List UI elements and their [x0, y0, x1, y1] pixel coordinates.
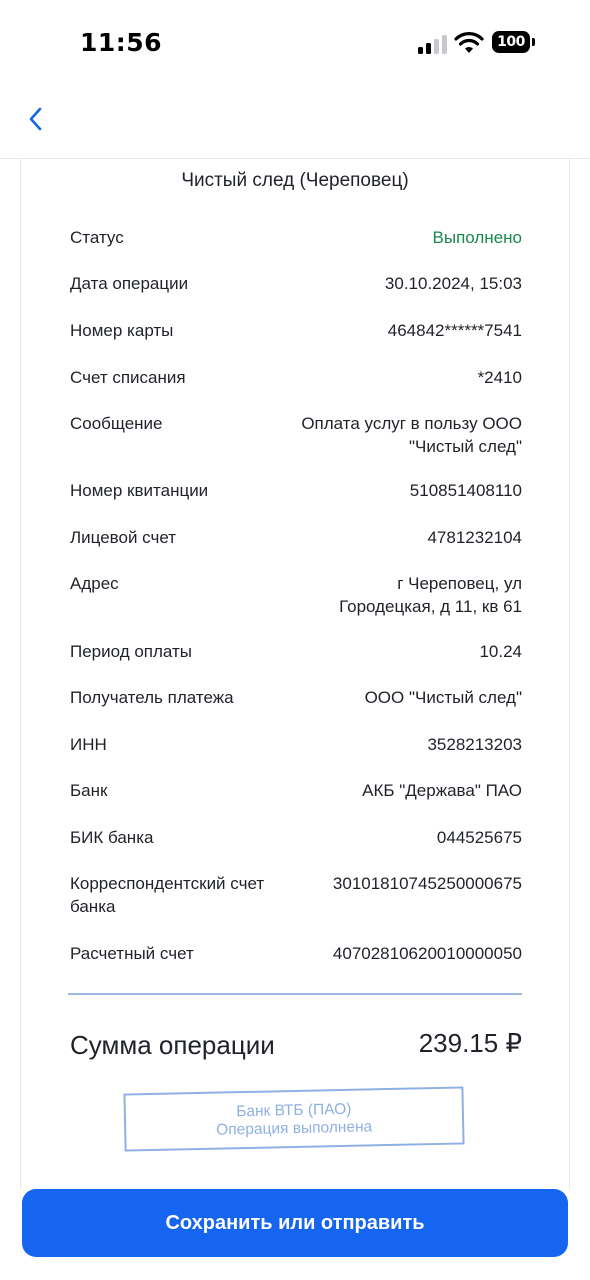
stamp-status: Операция выполнена: [216, 1118, 373, 1139]
status-time: 11:56: [80, 28, 163, 57]
total-divider: [68, 993, 522, 995]
detail-label: Статус: [70, 228, 124, 247]
back-button[interactable]: [20, 102, 54, 136]
detail-label: Получатель платежа: [70, 688, 234, 707]
detail-label: Номер квитанции: [70, 481, 209, 500]
cellular-signal-icon: [418, 34, 448, 54]
detail-label: Банк: [70, 781, 108, 800]
detail-value: *2410: [477, 368, 522, 387]
detail-value: 044525675: [436, 828, 522, 847]
detail-label: Счет списания: [70, 368, 186, 387]
detail-value: 10.24: [479, 642, 522, 661]
bank-stamp: [123, 1086, 464, 1151]
stamp-bank-name: Банк ВТБ (ПАО): [236, 1100, 352, 1121]
detail-label: Адрес: [70, 574, 119, 593]
detail-value: ООО "Чистый след": [364, 688, 522, 707]
detail-value: 4781232104: [427, 528, 522, 547]
detail-label: Расчетный счет: [70, 944, 194, 963]
total-amount: 239.15 ₽: [418, 1028, 522, 1058]
wifi-icon: [454, 31, 484, 55]
detail-label: Корреспондентский счет банка: [70, 874, 265, 916]
chevron-left-icon: [20, 102, 54, 136]
battery-icon: [492, 31, 536, 55]
detail-value: 464842******7541: [387, 321, 522, 340]
detail-value: АКБ "Держава" ПАО: [362, 781, 522, 800]
detail-value: Оплата услуг в пользу ООО "Чистый след": [301, 414, 522, 456]
battery-level: 100: [492, 31, 530, 53]
receipt-title: Чистый след (Череповец): [181, 170, 409, 191]
detail-label: ИНН: [70, 735, 107, 754]
detail-label: Сообщение: [70, 414, 163, 433]
detail-label: Период оплаты: [70, 642, 193, 661]
save-or-send-button[interactable]: Сохранить или отправить: [22, 1189, 568, 1257]
detail-value: 30101810745250000675: [332, 874, 522, 893]
detail-label: Номер карты: [70, 321, 174, 340]
detail-value: 3528213203: [427, 735, 522, 754]
detail-value: г Череповец, ул Городецкая, д 11, кв 61: [339, 574, 522, 616]
total-label: Сумма операции: [70, 1030, 275, 1060]
detail-label: Лицевой счет: [70, 528, 177, 547]
detail-label: Дата операции: [70, 274, 189, 293]
detail-value: 510851408110: [409, 481, 522, 500]
navigation-bar: [0, 90, 590, 159]
status-value: Выполнено: [432, 228, 522, 247]
detail-value: 30.10.2024, 15:03: [384, 274, 522, 293]
detail-label: БИК банка: [70, 828, 154, 847]
status-bar: [0, 0, 590, 90]
detail-value: 40702810620010000050: [332, 944, 522, 963]
